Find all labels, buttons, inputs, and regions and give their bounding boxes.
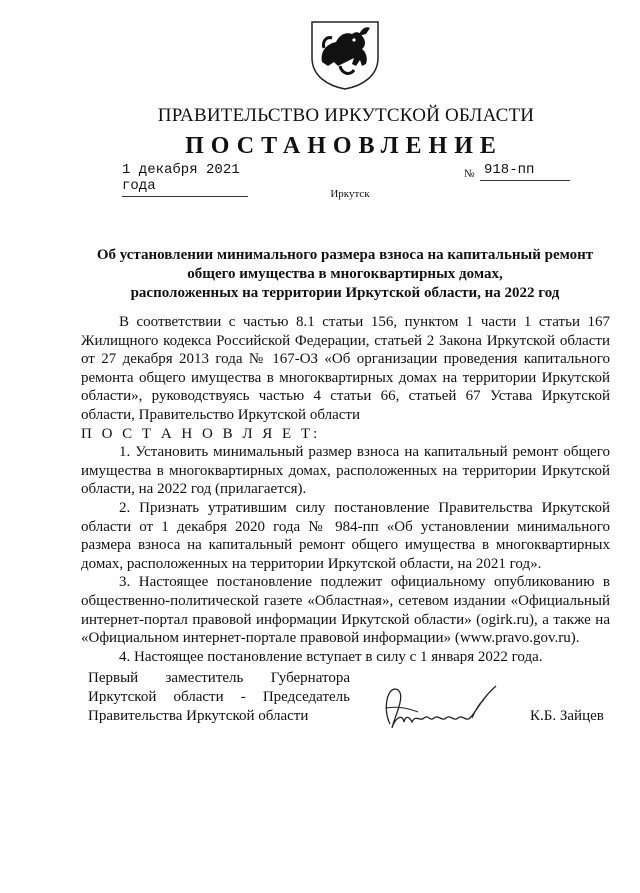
item-paragraph-3: 3. Настоящее постановление подлежит официальному опубликованию в общественно-политической газете «Областная», сетевом издании «Официальный интернет-портал правовой информации Иркутской области» (ogirk.ru), а также на «Официальном интернет-портале правовой информации» (www.pravo.gov.ru). [81,574,610,647]
item-paragraph-4: 4. Настоящее постановление вступает в силу с 1 января 2022 года. [119,648,543,665]
document-number: 918-пп [480,162,570,181]
position-line: Первый заместитель Губернатора [88,670,350,686]
coat-of-arms-icon [306,18,384,90]
government-name: ПРАВИТЕЛЬСТВО ИРКУТСКОЙ ОБЛАСТИ [157,105,535,126]
signatory-name: К.Б. Зайцев [530,708,604,724]
handwritten-signature-icon [372,678,512,736]
signatory-position [88,669,350,726]
item-paragraph-2: 2. Признать утратившим силу постановление Правительства Иркутской области от 1 декабря 2020 года № 984-пп «Об установлении минимального размера взноса на капитальный ремонт общего имущества в многоквартирных домах, расположенных на территории Иркутской области, на 2021 год». [81,499,610,572]
resolves-heading: П О С Т А Н О В Л Я Е Т: [81,425,321,442]
document-date: 1 декабря 2021 года [122,162,248,197]
city: Иркутск [330,188,370,200]
number-prefix: № [464,168,475,180]
preamble-paragraph: В соответствии с частью 8.1 статьи 156, пунктом 1 части 1 статьи 167 Жилищного кодекса Российской Федерации, статьей 2 Закона Иркутской области от 27 декабря 2013 года № 167-ОЗ «Об организации проведения капитального ремонта общего имущества в многоквартирных домах на территории Иркутской области», руководствуясь частью 4 статьи 66, статьей 67 Устава Иркутской области, Правительство Иркутской области [81,314,610,423]
title-line: Об установлении минимального размера взноса на капитальный ремонт [96,247,594,263]
document-body [81,313,610,666]
title-line: общего имущества в многоквартирных домах, [187,266,503,282]
item-paragraph-1: 1. Установить минимальный размер взноса на капитальный ремонт общего имущества в многоквартирных домах, расположенных на территории Иркутской области, на 2022 год (прилагается). [81,444,610,498]
document-type: ПОСТАНОВЛЕНИЕ [185,133,503,159]
document-title [80,246,610,303]
position-line: Правительства Иркутской области [88,708,309,724]
position-line: Иркутской области - Председатель [88,689,350,705]
title-line: расположенных на территории Иркутской области, на 2022 год [130,285,560,301]
